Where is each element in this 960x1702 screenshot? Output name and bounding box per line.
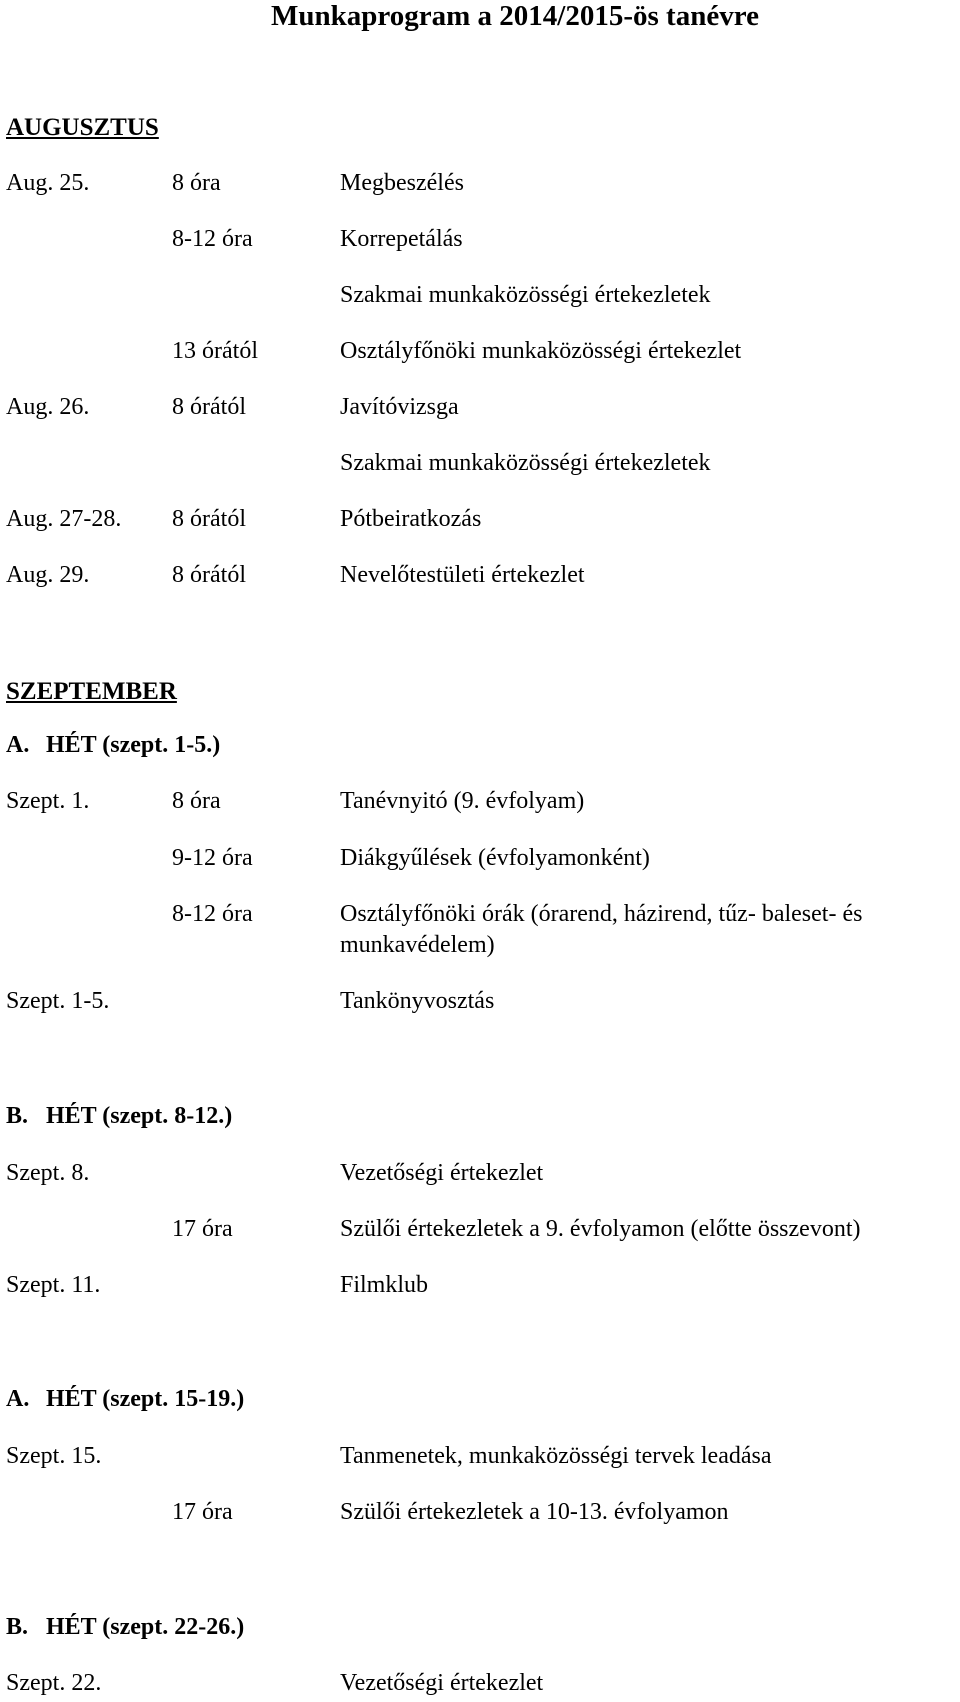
row-event: Vezetőségi értekezlet [340,1670,544,1696]
week-label: HÉT (szept. 15-19.) [46,1386,245,1412]
row-date: Szept. 8. [6,1160,90,1186]
week-letter: B. [6,1103,29,1129]
row-time: 8 órától [172,394,246,420]
row-event: Vezetőségi értekezlet [340,1160,544,1186]
row-time: 17 óra [172,1216,233,1242]
row-date: Szept. 1-5. [6,988,110,1014]
page-title: Munkaprogram a 2014/2015-ös tanévre [271,0,759,32]
row-event: Megbeszélés [340,170,464,196]
row-event: Szakmai munkaközösségi értekezletek [340,450,711,476]
week-heading [6,1384,244,1414]
row-event: Tanmenetek, munkaközösségi tervek leadása [340,1443,772,1469]
week-letter: A. [6,732,30,758]
row-time: 8-12 óra [172,901,253,927]
week-heading [6,1101,232,1131]
month-heading-september: SZEPTEMBER [6,678,177,705]
row-date: Szept. 15. [6,1443,102,1469]
row-event: Tanévnyitó (9. évfolyam) [340,788,585,814]
row-time: 9-12 óra [172,845,253,871]
row-event: Korrepetálás [340,226,463,252]
row-date: Aug. 29. [6,562,90,588]
week-heading [6,1612,244,1642]
row-event: Tankönyvosztás [340,988,495,1014]
row-event: Nevelőtestületi értekezlet [340,562,585,588]
row-date: Aug. 27-28. [6,506,122,532]
row-date: Aug. 25. [6,170,90,196]
row-event: Osztályfőnöki órák (órarend, házirend, tűz- baleset- és [340,901,863,927]
row-time: 8 óra [172,170,221,196]
row-event: Szakmai munkaközösségi értekezletek [340,282,711,308]
row-event: Javítóvizsga [340,394,459,420]
row-time: 8-12 óra [172,226,253,252]
week-label: HÉT (szept. 1-5.) [46,732,221,758]
week-label: HÉT (szept. 22-26.) [46,1614,245,1640]
month-heading-august: AUGUSZTUS [6,114,159,141]
row-time: 8 órától [172,506,246,532]
row-date: Szept. 22. [6,1670,102,1696]
row-event: Pótbeiratkozás [340,506,482,532]
row-time: 17 óra [172,1499,233,1525]
row-date: Szept. 1. [6,788,90,814]
row-date: Szept. 11. [6,1272,101,1298]
row-event: Diákgyűlések (évfolyamonként) [340,845,650,871]
row-event-continuation: munkavédelem) [340,932,495,958]
week-letter: A. [6,1386,30,1412]
week-letter: B. [6,1614,29,1640]
row-time: 8 óra [172,788,221,814]
row-event: Osztályfőnöki munkaközösségi értekezlet [340,338,742,364]
row-event: Szülői értekezletek a 9. évfolyamon (előtte összevont) [340,1216,861,1242]
row-event: Szülői értekezletek a 10-13. évfolyamon [340,1499,729,1525]
week-label: HÉT (szept. 8-12.) [46,1103,233,1129]
row-time: 13 órától [172,338,258,364]
row-event: Filmklub [340,1272,429,1298]
row-date: Aug. 26. [6,394,90,420]
row-time: 8 órától [172,562,246,588]
week-heading [6,730,220,760]
